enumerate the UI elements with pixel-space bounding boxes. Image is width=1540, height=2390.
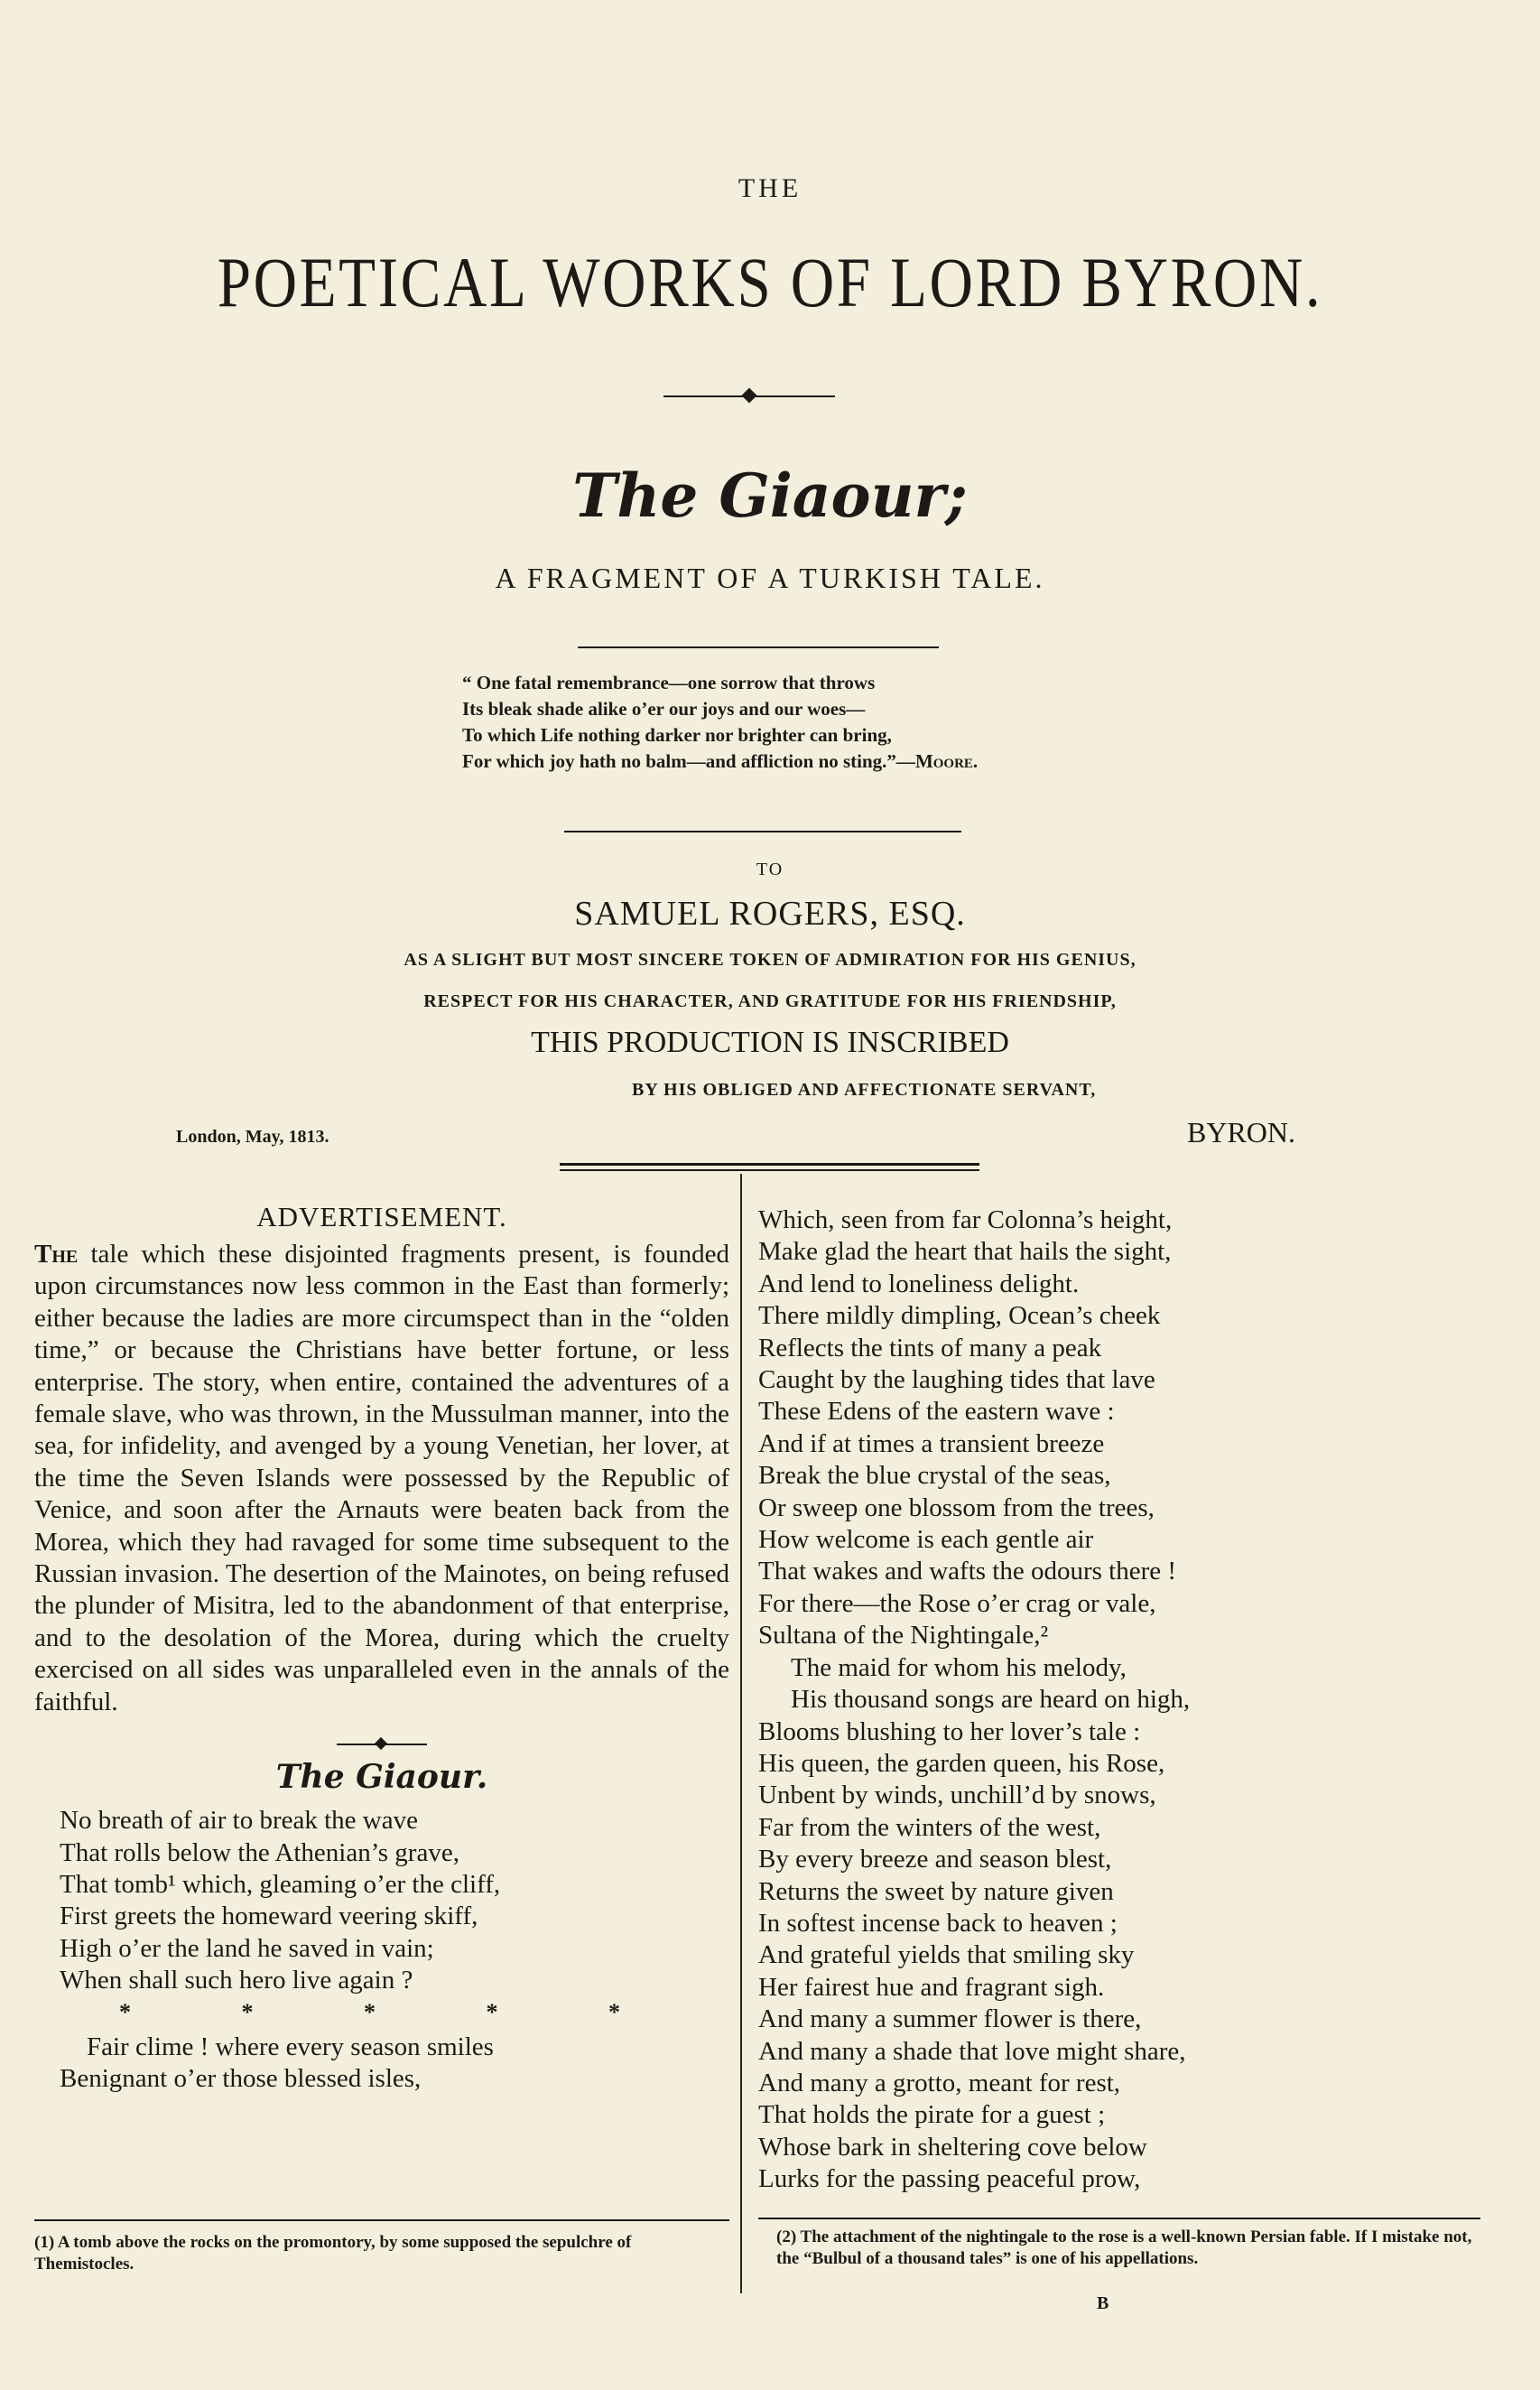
- column-divider: [740, 1174, 742, 2293]
- advertisement-text: tale which these disjointed fragments present, is founded upon circumstances now less common in the East than formerly; either because the ladies are more circumspect than in the “olden time,” or because the Christians have better fortune, or less enterprise. The story, when entire, contained the adventures of a female slave, who was thrown, in the Mussulman manner, into the sea, for infidelity, and avenged by a young Venetian, her lover, at the time the Seven Islands were possessed by the Republic of Venice, and soon after the Arnauts were beaten back from the Morea, which they had ravaged for some time subsequent to the Russian invasion. The desertion of the Mainotes, on being refused the plunder of Misitra, led to the abandonment of that enterprise, and to the desolation of the Morea, during which the cruelty exercised on all sides was unparalleled even in the annals of the faithful.: [34, 1240, 729, 1716]
- left-column: [34, 1201, 729, 2095]
- signature-mark: B: [1097, 2293, 1109, 2313]
- verse-line: Benignant o’er those blessed isles,: [60, 2063, 422, 2093]
- advertisement-lead: The: [34, 1240, 79, 1269]
- verse-line: These Edens of the eastern wave :: [758, 1397, 1115, 1427]
- dedication-servant: BY HIS OBLIGED AND AFFECTIONATE SERVANT,: [632, 1080, 1097, 1100]
- verse-line: And if at times a transient breeze: [758, 1428, 1105, 1458]
- double-rule: [560, 1163, 979, 1171]
- epigraph-attribution: Moore.: [914, 750, 979, 772]
- verse-line: Break the blue crystal of the seas,: [758, 1461, 1111, 1491]
- verse-line: That holds the pirate for a guest ;: [758, 2100, 1106, 2130]
- diamond-divider: [337, 1744, 427, 1745]
- footnote-rule: [758, 2218, 1480, 2219]
- advertisement-body: [34, 1239, 729, 1718]
- poem-title: The Giaour;: [572, 460, 968, 531]
- epigraph-line: “ One fatal remembrance—one sorrow that throws: [462, 672, 876, 693]
- advertisement-heading: ADVERTISEMENT.: [256, 1201, 507, 1232]
- verse-line: Or sweep one blossom from the trees,: [758, 1493, 1155, 1522]
- verse-line: Which, seen from far Colonna’s height,: [758, 1205, 1173, 1234]
- verse-line: And many a shade that love might share,: [758, 2036, 1186, 2066]
- verse-line: Far from the winters of the west,: [758, 1812, 1101, 1842]
- diamond-divider: [663, 395, 835, 397]
- page-title: POETICAL WORKS OF LORD BYRON.: [217, 243, 1323, 321]
- verse-line: How welcome is each gentle air: [758, 1525, 1094, 1555]
- verse-line: By every breeze and season blest,: [758, 1845, 1112, 1874]
- verse-line: For there—the Rose o’er crag or vale,: [758, 1588, 1156, 1618]
- verse-line: His queen, the garden queen, his Rose,: [758, 1748, 1165, 1778]
- dedication-name: SAMUEL ROGERS, ESQ.: [574, 895, 966, 933]
- section-stars: * * * * *: [119, 1998, 673, 2025]
- rule-divider: [564, 831, 961, 832]
- epigraph: [462, 670, 978, 775]
- verse-line: And many a summer flower is there,: [758, 2004, 1142, 2034]
- dedication-line: AS A SLIGHT BUT MOST SINCERE TOKEN OF ADMIRATION FOR HIS GENIUS,: [404, 950, 1136, 970]
- verse-line: Caught by the laughing tides that lave: [758, 1365, 1155, 1395]
- verse-line: Fair clime ! where every season smiles: [87, 2032, 494, 2061]
- dedication-line: RESPECT FOR HIS CHARACTER, AND GRATITUDE FOR HIS FRIENDSHIP,: [423, 991, 1117, 1011]
- verse-line: In softest incense back to heaven ;: [758, 1908, 1118, 1938]
- footnote-right: (2) The attachment of the nightingale to the rose is a well-known Persian fable. If I mistake not, the “Bulbul of a thousand tales” is one of his appellations.: [776, 2227, 1472, 2268]
- dedication-inscribed: THIS PRODUCTION IS INSCRIBED: [531, 1026, 1009, 1059]
- verse-left: [60, 1805, 729, 2095]
- dedication-place-date: London, May, 1813.: [176, 1127, 329, 1147]
- rule-divider: [578, 646, 939, 648]
- verse-line: The maid for whom his melody,: [791, 1652, 1127, 1682]
- verse-line: That wakes and wafts the odours there !: [758, 1557, 1177, 1586]
- verse-line: Returns the sweet by nature given: [758, 1876, 1114, 1906]
- verse-line: High o’er the land he saved in vain;: [60, 1933, 434, 1963]
- verse-right: [758, 1204, 1480, 2196]
- verse-line: Unbent by winds, unchill’d by snows,: [758, 1781, 1156, 1810]
- epigraph-line: Its bleak shade alike o’er our joys and our woes—: [462, 698, 866, 720]
- verse-line: When shall such hero live again ?: [60, 1966, 413, 1995]
- subtitle: A FRAGMENT OF A TURKISH TALE.: [495, 562, 1045, 594]
- verse-line: His thousand songs are heard on high,: [791, 1685, 1191, 1715]
- verse-line: Make glad the heart that hails the sight,: [758, 1237, 1172, 1267]
- verse-line: Lurks for the passing peaceful prow,: [758, 2164, 1141, 2194]
- verse-line: First greets the homeward veering skiff,: [60, 1902, 478, 1931]
- verse-line: That tomb¹ which, gleaming o’er the cliff,: [60, 1869, 501, 1899]
- verse-line: No breath of air to break the wave: [60, 1806, 418, 1836]
- verse-line: And grateful yields that smiling sky: [758, 1940, 1135, 1970]
- verse-line: Blooms blushing to her lover’s tale :: [758, 1716, 1141, 1746]
- right-column: [758, 1204, 1480, 2196]
- verse-line: Her fairest hue and fragrant sigh.: [758, 1972, 1105, 2002]
- header-the: THE: [738, 173, 802, 203]
- epigraph-line: To which Life nothing darker nor brighter can bring,: [462, 724, 892, 746]
- verse-line: And lend to loneliness delight.: [758, 1269, 1080, 1298]
- verse-line: Whose bark in sheltering cove below: [758, 2132, 1147, 2162]
- verse-line: That rolls below the Athenian’s grave,: [60, 1837, 459, 1867]
- dedication-to: TO: [756, 860, 784, 879]
- verse-line: Sultana of the Nightingale,²: [758, 1621, 1049, 1651]
- verse-line: Reflects the tints of many a peak: [758, 1333, 1102, 1362]
- footnote-rule: [34, 2219, 729, 2221]
- footnote-left: (1) A tomb above the rocks on the promontory, by some supposed the sepulchre of Themistocles.: [34, 2233, 632, 2274]
- verse-line: And many a grotto, meant for rest,: [758, 2068, 1121, 2097]
- poem-heading: The Giaour.: [275, 1758, 488, 1797]
- verse-line: There mildly dimpling, Ocean’s cheek: [758, 1301, 1161, 1331]
- dedication-signature: BYRON.: [1187, 1116, 1296, 1149]
- epigraph-text: For which joy hath no balm—and affliction no sting.”—: [462, 750, 915, 772]
- epigraph-line: [462, 749, 978, 775]
